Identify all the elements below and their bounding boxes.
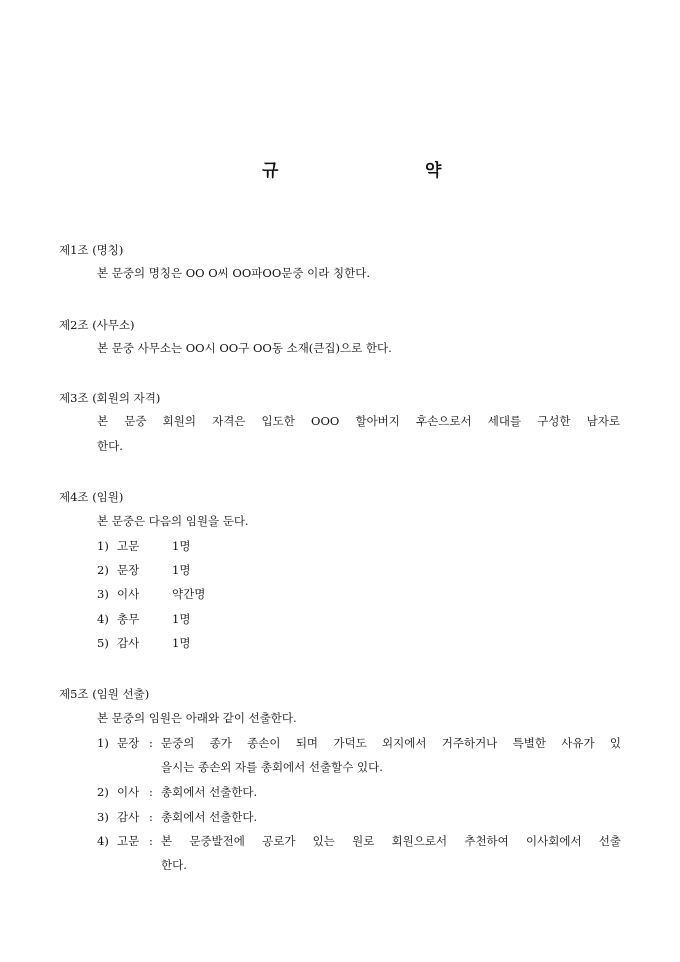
officer-item-name: 감사 bbox=[117, 636, 140, 650]
election-item-separator: : bbox=[149, 810, 153, 824]
officer-item-count: 1명 bbox=[172, 539, 191, 553]
officer-item-number: 5) bbox=[97, 636, 109, 650]
title-char-left: 규 bbox=[262, 161, 279, 181]
article-1-heading: 제1조 (명칭) bbox=[59, 243, 124, 257]
document-title bbox=[0, 156, 680, 186]
article-2-heading: 제2조 (사무소) bbox=[59, 318, 135, 332]
article-4-heading: 제4조 (임원) bbox=[59, 490, 124, 504]
officer-item-number: 3) bbox=[97, 587, 109, 601]
title-char-right: 약 bbox=[425, 161, 442, 181]
election-item-number: 1) bbox=[97, 736, 109, 750]
article-5-heading: 제5조 (임원 선출) bbox=[59, 687, 150, 701]
election-item-number: 3) bbox=[97, 810, 109, 824]
election-item-description-line-2: 한다. bbox=[161, 858, 187, 872]
officer-item-name: 이사 bbox=[117, 587, 140, 601]
officer-item-count: 1명 bbox=[172, 563, 191, 577]
election-item-description-line-1: 본 문중발전에 공로가 있는 원로 회원으로서 추천하여 이사회에서 선출 bbox=[161, 834, 621, 848]
election-item-name: 문장 bbox=[117, 736, 140, 750]
article-1-body: 본 문중의 명칭은 OO O씨 OO파OO문중 이라 칭한다. bbox=[97, 266, 370, 280]
officer-item-count: 약간명 bbox=[172, 587, 206, 601]
election-item-number: 4) bbox=[97, 834, 109, 848]
article-3-body-line-1: 본 문중 회원의 자격은 입도한 OOO 할아버지 후손으로서 세대를 구성한 남자로 bbox=[97, 414, 620, 428]
election-item-description-line-1: 문중의 종가 종손이 되며 가덕도 외지에서 거주하거나 특별한 사유가 있 bbox=[161, 736, 621, 750]
election-item-separator: : bbox=[149, 736, 153, 750]
officer-item-number: 4) bbox=[97, 612, 109, 626]
officer-item-count: 1명 bbox=[172, 636, 191, 650]
officer-item-name: 총무 bbox=[117, 612, 140, 626]
election-item-description-line-1: 총회에서 선출한다. bbox=[161, 785, 258, 799]
officer-item-count: 1명 bbox=[172, 612, 191, 626]
officer-item-name: 문장 bbox=[117, 563, 140, 577]
officer-item-name: 고문 bbox=[117, 539, 140, 553]
election-item-description-line-2: 을시는 종손외 자를 총회에서 선출할수 있다. bbox=[161, 760, 383, 774]
officer-item-number: 2) bbox=[97, 563, 109, 577]
election-item-number: 2) bbox=[97, 785, 109, 799]
election-item-name: 감사 bbox=[117, 810, 140, 824]
election-item-separator: : bbox=[149, 785, 153, 799]
article-3-heading: 제3조 (회원의 자격) bbox=[59, 391, 161, 405]
article-3-body-line-2: 한다. bbox=[97, 439, 123, 453]
article-5-body: 본 문중의 임원은 아래와 같이 선출한다. bbox=[97, 711, 297, 725]
election-item-name: 이사 bbox=[117, 785, 140, 799]
officer-item-number: 1) bbox=[97, 539, 109, 553]
election-item-description-line-1: 총회에서 선출한다. bbox=[161, 810, 258, 824]
election-item-separator: : bbox=[149, 834, 153, 848]
article-2-body: 본 문중 사무소는 OO시 OO구 OO동 소재(큰집)으로 한다. bbox=[97, 341, 392, 355]
election-item-name: 고문 bbox=[117, 834, 140, 848]
article-4-body: 본 문중은 다음의 임원을 둔다. bbox=[97, 514, 249, 528]
